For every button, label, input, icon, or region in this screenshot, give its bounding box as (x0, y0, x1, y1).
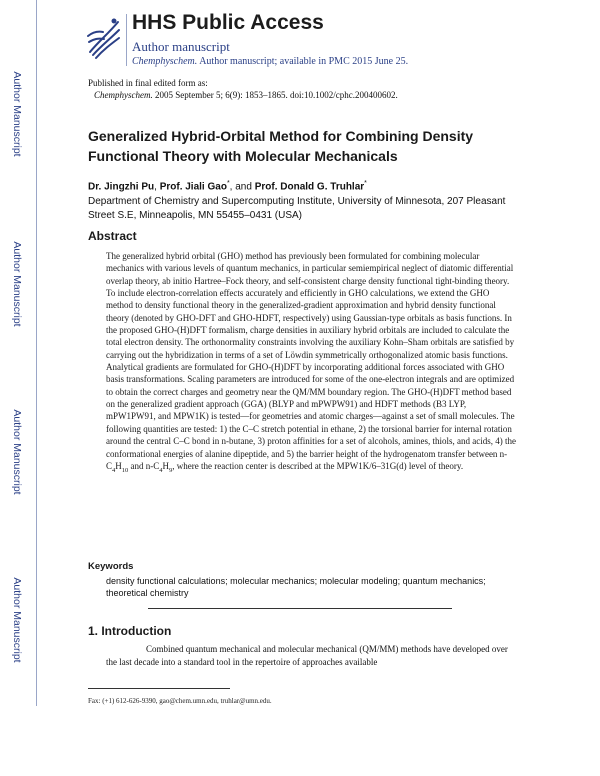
abstract-heading: Abstract (88, 229, 137, 243)
abstract-text: H (115, 460, 122, 471)
side-label-1 (6, 64, 28, 164)
hhs-header (84, 12, 564, 74)
subscript: 10 (121, 466, 129, 474)
side-label-4 (6, 570, 28, 670)
author-separator: , and (229, 181, 255, 193)
abstract-body (106, 250, 518, 477)
footnote: Fax: (+1) 612-626-9390, gao@chem.umn.edu, truhlar@umn.edu. (88, 697, 272, 705)
author-manuscript-label: Author manuscript (132, 39, 230, 54)
published-info (88, 77, 398, 101)
affiliation: Department of Chemistry and Supercomputing Institute, University of Minnesota, 207 Pleasant Street S.E, Minneapolis, MN 55455–0431 (USA) (88, 196, 506, 222)
author-name: Prof. Donald G. Truhlar (254, 181, 365, 193)
hhs-eagle-logo-icon (84, 12, 124, 64)
side-label-text: Author Manuscript (11, 241, 23, 327)
abstract-text: and n-C (128, 460, 160, 471)
introduction-text: Combined quantum mechanical and molecular mechanical (QM/MM) methods have developed over the last decade into a standard tool in the repertoire of approaches available (106, 644, 508, 667)
side-label-text: Author Manuscript (11, 71, 23, 157)
side-label-text: Author Manuscript (11, 577, 23, 663)
availability-note (132, 56, 408, 67)
side-label-3 (6, 402, 28, 502)
paper-title: Generalized Hybrid-Orbital Method for Combining Density Functional Theory with Molecular Mechanicals (88, 128, 474, 164)
citation (88, 89, 398, 101)
footnote-rule (88, 688, 230, 689)
author-list (88, 177, 528, 194)
margin-rule (36, 0, 37, 706)
availability-text: Author manuscript; available in PMC 2015 June 25. (197, 56, 409, 67)
keywords-text: density functional calculations; molecular mechanics; molecular modeling; quantum mechanics; theoretical chemistry (106, 576, 486, 598)
citation-text: 2005 September 5; 6(9): 1853–1865. doi:10.1002/cphc.200400602. (152, 90, 398, 100)
header-divider (126, 14, 127, 66)
author-separator: , (154, 181, 160, 193)
subscript: 4 (159, 466, 163, 474)
keywords-heading: Keywords (88, 561, 134, 572)
subscript: 9 (169, 466, 173, 474)
author-name: Dr. Jingzhi Pu (88, 181, 155, 193)
author-block (88, 177, 528, 223)
corresponding-mark: * (364, 180, 367, 187)
author-name: Prof. Jiali Gao (159, 181, 227, 193)
journal-name: Chemphyschem. (132, 56, 198, 67)
corresponding-mark: * (226, 180, 230, 187)
side-label-text: Author Manuscript (11, 409, 23, 495)
introduction-heading: 1. Introduction (88, 624, 172, 638)
abstract-text: H (162, 460, 170, 471)
subscript: 4 (112, 466, 116, 474)
side-label-2 (6, 234, 28, 334)
citation-journal: Chemphyschem. (94, 90, 153, 100)
published-label: Published in final edited form as: (88, 78, 208, 88)
section-divider (148, 608, 452, 609)
abstract-text: The generalized hybrid orbital (GHO) method has previously been formulated for combining molecular mechanics with various levels of quantum mechanics, in particular semiempirical neglect of diatomic differential overlap theory, ab initio Hartree–Fock theory, and self-consistent charge density functional tight-binding theory. To include electron-correlation effects accurately and efficiently in GHO calculations, we extend the GHO method to density functional theory in the generalized-gradient approximation and hybrid density functional theory (denoted by GHO-DFT and GHO-HDFT, respectively) using Gaussian-type orbitals as basis functions. In the proposed GHO-(H)DFT formalism, charge densities in auxiliary hybrid orbitals are included to calculate the total electron density. The orthonormality constraints involving the auxiliary Kohn–Sham orbitals are satisfied by carrying out the hybridization in terms of a set of Löwdin symmetrically orthogonalized atomic basis functions. Analytical gradients are formulated for GHO-(H)DFT by incorporating additional forces associated with GHO basis transformations. Scaling parameters are introduced for some of the one-electron integrals and are optimized to obtain the correct charges and geometry near the QM/MM boundary region. The GHO-(H)DFT method based on the generalized gradient approach (GGA) (BLYP and mPWPW91) and HDFT methods (B3 LYP, mPW1PW91, and MPW1K) is tested—for geometries and atomic charges—against a set of small molecules. The following quantities are tested: 1) the C–C stretch potential in ethane, 2) the torsional barrier for internal rotation around the central C–C bond in n-butane, 3) proton affinities for a set of alcohols, amines, thiols, and acids, 4) the conformational energies of alanine dipeptide, and 5) the barrier height of the hydrogenatom transfer between n-C (106, 251, 516, 471)
abstract-text: , where the reaction center is described at the MPW1K/6–31G(d) level of theory. (172, 460, 464, 471)
hhs-title: HHS Public Access (132, 11, 324, 34)
